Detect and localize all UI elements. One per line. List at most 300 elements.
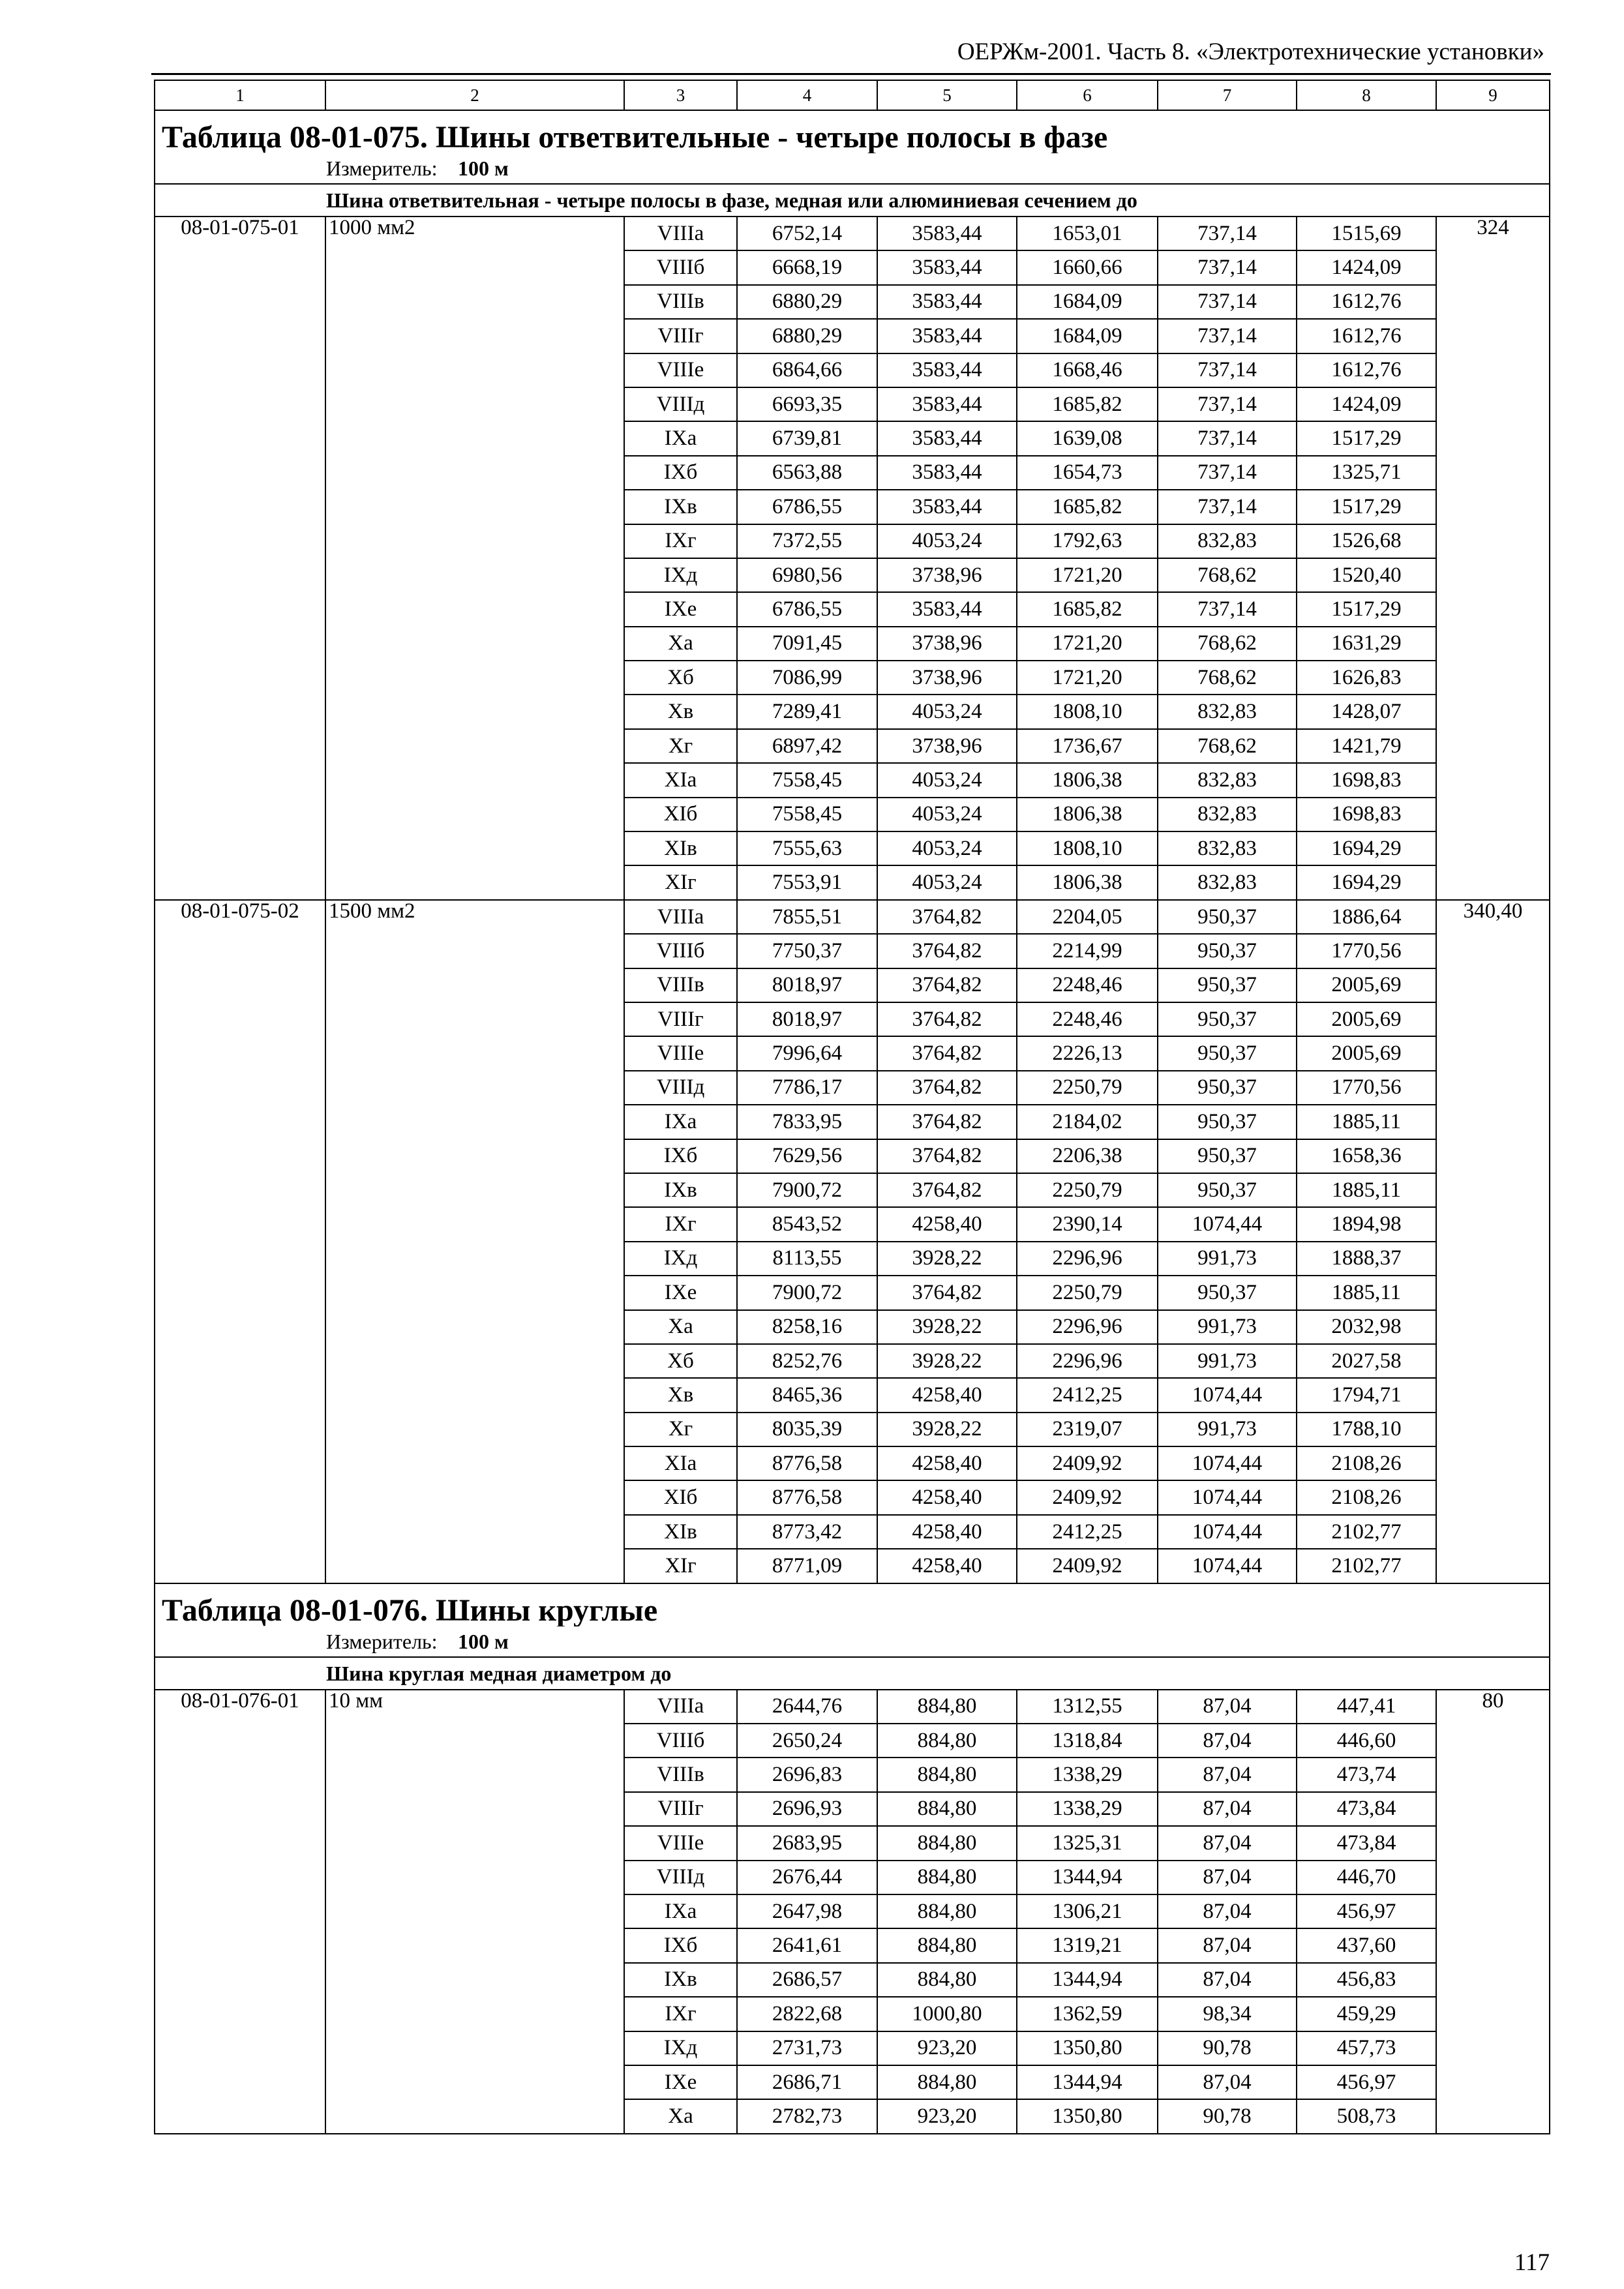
- value-cell: 950,37: [1158, 1036, 1297, 1070]
- zone-cell: VIIIг: [624, 319, 737, 353]
- value-cell: 1684,09: [1017, 285, 1158, 319]
- value-cell: 4053,24: [877, 524, 1017, 558]
- value-cell: 8543,52: [737, 1207, 877, 1241]
- value-cell: 1517,29: [1297, 490, 1436, 524]
- value-cell: 768,62: [1158, 729, 1297, 763]
- value-cell: 2696,83: [737, 1758, 877, 1791]
- zone-cell: VIIIб: [624, 250, 737, 284]
- value-cell: 3738,96: [877, 661, 1017, 695]
- column-number: 3: [624, 80, 737, 110]
- zone-cell: VIIIв: [624, 1758, 737, 1791]
- header-rule: [151, 73, 1551, 75]
- column-number: 6: [1017, 80, 1158, 110]
- zone-cell: IXг: [624, 524, 737, 558]
- value-cell: 737,14: [1158, 592, 1297, 626]
- value-cell: 884,80: [877, 1792, 1017, 1826]
- zone-cell: IXг: [624, 1997, 737, 2031]
- value-cell: 737,14: [1158, 421, 1297, 455]
- value-cell: 457,73: [1297, 2031, 1436, 2065]
- value-cell: 1792,63: [1017, 524, 1158, 558]
- value-cell: 1350,80: [1017, 2031, 1158, 2065]
- value-cell: 1668,46: [1017, 353, 1158, 387]
- value-cell: 2248,46: [1017, 968, 1158, 1002]
- zone-cell: VIIIа: [624, 900, 737, 934]
- value-cell: 87,04: [1158, 1963, 1297, 1997]
- value-cell: 1074,44: [1158, 1207, 1297, 1241]
- value-cell: 1886,64: [1297, 900, 1436, 934]
- value-cell: 3764,82: [877, 968, 1017, 1002]
- value-cell: 2108,26: [1297, 1480, 1436, 1514]
- measure-value: 100 м: [458, 157, 509, 180]
- zone-cell: IXв: [624, 1173, 737, 1207]
- value-cell: 446,70: [1297, 1861, 1436, 1894]
- column-number: 8: [1297, 80, 1436, 110]
- zone-cell: VIIIе: [624, 1826, 737, 1860]
- zone-cell: IXб: [624, 456, 737, 490]
- value-cell: 2226,13: [1017, 1036, 1158, 1070]
- value-cell: 2686,57: [737, 1963, 877, 1997]
- measure-cell: [155, 153, 1550, 184]
- zone-cell: Xб: [624, 661, 737, 695]
- value-cell: 7553,91: [737, 865, 877, 899]
- value-cell: 8035,39: [737, 1413, 877, 1446]
- zone-cell: Xа: [624, 2099, 737, 2133]
- value-cell: 1526,68: [1297, 524, 1436, 558]
- value-cell: 4258,40: [877, 1549, 1017, 1583]
- zone-cell: VIIIв: [624, 968, 737, 1002]
- value-cell: 950,37: [1158, 900, 1297, 934]
- value-cell: 3583,44: [877, 285, 1017, 319]
- value-cell: 1338,29: [1017, 1792, 1158, 1826]
- value-cell: 4258,40: [877, 1480, 1017, 1514]
- value-cell: 923,20: [877, 2031, 1017, 2065]
- zone-cell: VIIIд: [624, 1071, 737, 1105]
- value-cell: 950,37: [1158, 1276, 1297, 1309]
- value-cell: 1428,07: [1297, 695, 1436, 728]
- value-cell: 1631,29: [1297, 627, 1436, 661]
- value-cell: 2696,93: [737, 1792, 877, 1826]
- value-cell: 832,83: [1158, 695, 1297, 728]
- value-cell: 8465,36: [737, 1378, 877, 1412]
- table-title-row: [155, 1583, 1550, 1626]
- value-cell: 2409,92: [1017, 1446, 1158, 1480]
- zone-cell: IXб: [624, 1928, 737, 1962]
- value-cell: 4258,40: [877, 1446, 1017, 1480]
- zone-cell: IXв: [624, 1963, 737, 1997]
- measure-cell: [155, 1626, 1550, 1657]
- value-cell: 2683,95: [737, 1826, 877, 1860]
- zone-cell: IXд: [624, 558, 737, 592]
- value-cell: 2409,92: [1017, 1549, 1158, 1583]
- value-cell: 1808,10: [1017, 695, 1158, 728]
- value-cell: 3764,82: [877, 900, 1017, 934]
- value-cell: 3928,22: [877, 1242, 1017, 1276]
- zone-cell: XIб: [624, 798, 737, 831]
- value-cell: 6980,56: [737, 558, 877, 592]
- value-cell: 737,14: [1158, 285, 1297, 319]
- value-cell: 2296,96: [1017, 1344, 1158, 1378]
- value-cell: 3764,82: [877, 1002, 1017, 1036]
- value-cell: 7558,45: [737, 798, 877, 831]
- value-cell: 2319,07: [1017, 1413, 1158, 1446]
- value-cell: 3928,22: [877, 1310, 1017, 1344]
- value-cell: 3764,82: [877, 1036, 1017, 1070]
- zone-cell: XIб: [624, 1480, 737, 1514]
- value-cell: 950,37: [1158, 968, 1297, 1002]
- value-cell: 1074,44: [1158, 1446, 1297, 1480]
- value-cell: 7558,45: [737, 763, 877, 797]
- value-cell: 1612,76: [1297, 285, 1436, 319]
- table-row: [155, 217, 1550, 250]
- value-cell: 459,29: [1297, 1997, 1436, 2031]
- value-cell: 2250,79: [1017, 1173, 1158, 1207]
- zone-cell: IXа: [624, 421, 737, 455]
- value-cell: 3764,82: [877, 1173, 1017, 1207]
- value-cell: 8771,09: [737, 1549, 877, 1583]
- value-cell: 1660,66: [1017, 250, 1158, 284]
- zone-cell: VIIIб: [624, 934, 737, 968]
- value-cell: 884,80: [877, 1894, 1017, 1928]
- value-cell: 6897,42: [737, 729, 877, 763]
- value-cell: 7629,56: [737, 1139, 877, 1173]
- value-cell: 1318,84: [1017, 1724, 1158, 1758]
- value-cell: 1612,76: [1297, 353, 1436, 387]
- value-cell: 2644,76: [737, 1690, 877, 1724]
- value-cell: 7091,45: [737, 627, 877, 661]
- value-cell: 7855,51: [737, 900, 877, 934]
- value-cell: 1517,29: [1297, 592, 1436, 626]
- value-cell: 2296,96: [1017, 1310, 1158, 1344]
- item-name: 1000 мм2: [325, 217, 624, 900]
- zone-cell: IXе: [624, 1276, 737, 1309]
- measure-value: 100 м: [458, 1629, 509, 1653]
- item-name: 10 мм: [325, 1690, 624, 2134]
- value-cell: 1000,80: [877, 1997, 1017, 2031]
- value-cell: 950,37: [1158, 934, 1297, 968]
- value-cell: 3583,44: [877, 250, 1017, 284]
- value-cell: 1770,56: [1297, 934, 1436, 968]
- column-number: 5: [877, 80, 1017, 110]
- value-cell: 884,80: [877, 1826, 1017, 1860]
- zone-cell: Xа: [624, 627, 737, 661]
- item-col9: 324: [1436, 217, 1550, 900]
- zone-cell: VIIIе: [624, 353, 737, 387]
- table-title: Таблица 08-01-075. Шины ответвительные - четыре полосы в фазе: [155, 110, 1550, 153]
- price-table: [154, 80, 1550, 2134]
- measure-label: Измеритель:: [326, 1629, 438, 1653]
- value-cell: 991,73: [1158, 1310, 1297, 1344]
- value-cell: 1424,09: [1297, 387, 1436, 421]
- value-cell: 6739,81: [737, 421, 877, 455]
- column-number: 2: [325, 80, 624, 110]
- zone-cell: XIв: [624, 1515, 737, 1549]
- column-number: 7: [1158, 80, 1297, 110]
- value-cell: 8252,76: [737, 1344, 877, 1378]
- value-cell: 7086,99: [737, 661, 877, 695]
- value-cell: 1694,29: [1297, 865, 1436, 899]
- value-cell: 1074,44: [1158, 1378, 1297, 1412]
- value-cell: 6880,29: [737, 285, 877, 319]
- value-cell: 1806,38: [1017, 763, 1158, 797]
- value-cell: 737,14: [1158, 387, 1297, 421]
- item-col9: 340,40: [1436, 900, 1550, 1583]
- zone-cell: Xб: [624, 1344, 737, 1378]
- value-cell: 1885,11: [1297, 1173, 1436, 1207]
- value-cell: 1694,29: [1297, 831, 1436, 865]
- value-cell: 87,04: [1158, 1792, 1297, 1826]
- zone-cell: VIIIа: [624, 217, 737, 250]
- zone-cell: XIг: [624, 865, 737, 899]
- value-cell: 7372,55: [737, 524, 877, 558]
- value-cell: 1658,36: [1297, 1139, 1436, 1173]
- value-cell: 1684,09: [1017, 319, 1158, 353]
- item-name: 1500 мм2: [325, 900, 624, 1583]
- column-number: 1: [155, 80, 325, 110]
- zone-cell: IXд: [624, 1242, 737, 1276]
- value-cell: 884,80: [877, 2065, 1017, 2099]
- value-cell: 1517,29: [1297, 421, 1436, 455]
- value-cell: 473,84: [1297, 1792, 1436, 1826]
- value-cell: 832,83: [1158, 524, 1297, 558]
- value-cell: 991,73: [1158, 1242, 1297, 1276]
- value-cell: 1338,29: [1017, 1758, 1158, 1791]
- description: Шина круглая медная диаметром до: [155, 1657, 1550, 1690]
- value-cell: 2250,79: [1017, 1276, 1158, 1309]
- value-cell: 1698,83: [1297, 798, 1436, 831]
- value-cell: 884,80: [877, 1758, 1017, 1791]
- value-cell: 737,14: [1158, 456, 1297, 490]
- zone-cell: IXа: [624, 1105, 737, 1139]
- value-cell: 884,80: [877, 1928, 1017, 1962]
- value-cell: 6786,55: [737, 592, 877, 626]
- zone-cell: VIIIа: [624, 1690, 737, 1724]
- value-cell: 2650,24: [737, 1724, 877, 1758]
- value-cell: 2412,25: [1017, 1515, 1158, 1549]
- value-cell: 6668,19: [737, 250, 877, 284]
- value-cell: 2296,96: [1017, 1242, 1158, 1276]
- value-cell: 473,84: [1297, 1826, 1436, 1860]
- value-cell: 3583,44: [877, 490, 1017, 524]
- value-cell: 1770,56: [1297, 1071, 1436, 1105]
- value-cell: 832,83: [1158, 865, 1297, 899]
- value-cell: 832,83: [1158, 798, 1297, 831]
- zone-cell: VIIIг: [624, 1792, 737, 1826]
- value-cell: 87,04: [1158, 2065, 1297, 2099]
- value-cell: 737,14: [1158, 490, 1297, 524]
- value-cell: 737,14: [1158, 217, 1297, 250]
- value-cell: 87,04: [1158, 1826, 1297, 1860]
- value-cell: 7900,72: [737, 1276, 877, 1309]
- description: Шина ответвительная - четыре полосы в фазе, медная или алюминиевая сечением до: [155, 184, 1550, 217]
- value-cell: 2248,46: [1017, 1002, 1158, 1036]
- value-cell: 3583,44: [877, 592, 1017, 626]
- value-cell: 4053,24: [877, 763, 1017, 797]
- measure-row: [155, 153, 1550, 184]
- value-cell: 1344,94: [1017, 1861, 1158, 1894]
- zone-cell: XIг: [624, 1549, 737, 1583]
- value-cell: 8018,97: [737, 968, 877, 1002]
- value-cell: 2250,79: [1017, 1071, 1158, 1105]
- zone-cell: XIа: [624, 763, 737, 797]
- value-cell: 7555,63: [737, 831, 877, 865]
- value-cell: 3583,44: [877, 319, 1017, 353]
- value-cell: 3738,96: [877, 729, 1017, 763]
- value-cell: 2214,99: [1017, 934, 1158, 968]
- value-cell: 768,62: [1158, 558, 1297, 592]
- value-cell: 4053,24: [877, 831, 1017, 865]
- value-cell: 737,14: [1158, 250, 1297, 284]
- value-cell: 1685,82: [1017, 592, 1158, 626]
- zone-cell: Xа: [624, 1310, 737, 1344]
- value-cell: 768,62: [1158, 661, 1297, 695]
- value-cell: 4053,24: [877, 798, 1017, 831]
- value-cell: 447,41: [1297, 1690, 1436, 1724]
- value-cell: 1350,80: [1017, 2099, 1158, 2133]
- value-cell: 950,37: [1158, 1002, 1297, 1036]
- value-cell: 473,74: [1297, 1758, 1436, 1791]
- value-cell: 1653,01: [1017, 217, 1158, 250]
- value-cell: 8776,58: [737, 1480, 877, 1514]
- table-title-row: [155, 110, 1550, 153]
- value-cell: 1885,11: [1297, 1105, 1436, 1139]
- value-cell: 2676,44: [737, 1861, 877, 1894]
- value-cell: 2102,77: [1297, 1549, 1436, 1583]
- value-cell: 1312,55: [1017, 1690, 1158, 1724]
- value-cell: 1421,79: [1297, 729, 1436, 763]
- value-cell: 6752,14: [737, 217, 877, 250]
- value-cell: 1721,20: [1017, 627, 1158, 661]
- value-cell: 3928,22: [877, 1344, 1017, 1378]
- value-cell: 991,73: [1158, 1413, 1297, 1446]
- value-cell: 1698,83: [1297, 763, 1436, 797]
- value-cell: 7750,37: [737, 934, 877, 968]
- value-cell: 3583,44: [877, 217, 1017, 250]
- value-cell: 737,14: [1158, 353, 1297, 387]
- value-cell: 884,80: [877, 1724, 1017, 1758]
- value-cell: 456,97: [1297, 2065, 1436, 2099]
- value-cell: 3764,82: [877, 1105, 1017, 1139]
- value-cell: 1362,59: [1017, 1997, 1158, 2031]
- value-cell: 1888,37: [1297, 1242, 1436, 1276]
- value-cell: 6880,29: [737, 319, 877, 353]
- zone-cell: VIIIг: [624, 1002, 737, 1036]
- value-cell: 2412,25: [1017, 1378, 1158, 1412]
- zone-cell: Xв: [624, 695, 737, 728]
- zone-cell: Xв: [624, 1378, 737, 1412]
- table-row: [155, 1690, 1550, 1724]
- value-cell: 2032,98: [1297, 1310, 1436, 1344]
- value-cell: 508,73: [1297, 2099, 1436, 2133]
- value-cell: 1306,21: [1017, 1894, 1158, 1928]
- value-cell: 2782,73: [737, 2099, 877, 2133]
- value-cell: 6563,88: [737, 456, 877, 490]
- measure-row: [155, 1626, 1550, 1657]
- value-cell: 2686,71: [737, 2065, 877, 2099]
- value-cell: 1894,98: [1297, 1207, 1436, 1241]
- value-cell: 2390,14: [1017, 1207, 1158, 1241]
- zone-cell: IXе: [624, 592, 737, 626]
- value-cell: 98,34: [1158, 1997, 1297, 2031]
- value-cell: 87,04: [1158, 1690, 1297, 1724]
- value-cell: 884,80: [877, 1861, 1017, 1894]
- value-cell: 1721,20: [1017, 661, 1158, 695]
- value-cell: 90,78: [1158, 2099, 1297, 2133]
- value-cell: 2204,05: [1017, 900, 1158, 934]
- table-row: [155, 900, 1550, 934]
- value-cell: 4258,40: [877, 1515, 1017, 1549]
- value-cell: 1654,73: [1017, 456, 1158, 490]
- value-cell: 1074,44: [1158, 1549, 1297, 1583]
- value-cell: 3583,44: [877, 353, 1017, 387]
- description-row: [155, 1657, 1550, 1690]
- value-cell: 8773,42: [737, 1515, 877, 1549]
- value-cell: 1721,20: [1017, 558, 1158, 592]
- value-cell: 1424,09: [1297, 250, 1436, 284]
- value-cell: 437,60: [1297, 1928, 1436, 1962]
- value-cell: 2206,38: [1017, 1139, 1158, 1173]
- value-cell: 8258,16: [737, 1310, 877, 1344]
- value-cell: 1806,38: [1017, 798, 1158, 831]
- value-cell: 2822,68: [737, 1997, 877, 2031]
- value-cell: 7900,72: [737, 1173, 877, 1207]
- zone-cell: XIа: [624, 1446, 737, 1480]
- value-cell: 768,62: [1158, 627, 1297, 661]
- value-cell: 884,80: [877, 1963, 1017, 1997]
- value-cell: 2409,92: [1017, 1480, 1158, 1514]
- zone-cell: VIIIб: [624, 1724, 737, 1758]
- value-cell: 1794,71: [1297, 1378, 1436, 1412]
- value-cell: 1074,44: [1158, 1480, 1297, 1514]
- value-cell: 8113,55: [737, 1242, 877, 1276]
- value-cell: 87,04: [1158, 1861, 1297, 1894]
- item-code: 08-01-076-01: [155, 1690, 325, 2134]
- item-col9: 80: [1436, 1690, 1550, 2134]
- value-cell: 950,37: [1158, 1173, 1297, 1207]
- value-cell: 2731,73: [737, 2031, 877, 2065]
- zone-cell: IXв: [624, 490, 737, 524]
- value-cell: 3583,44: [877, 387, 1017, 421]
- value-cell: 1344,94: [1017, 1963, 1158, 1997]
- zone-cell: Xг: [624, 729, 737, 763]
- value-cell: 2647,98: [737, 1894, 877, 1928]
- zone-cell: IXа: [624, 1894, 737, 1928]
- value-cell: 3583,44: [877, 421, 1017, 455]
- value-cell: 1788,10: [1297, 1413, 1436, 1446]
- value-cell: 87,04: [1158, 1758, 1297, 1791]
- value-cell: 1639,08: [1017, 421, 1158, 455]
- zone-cell: VIIIд: [624, 1861, 737, 1894]
- value-cell: 7289,41: [737, 695, 877, 728]
- column-number: 9: [1436, 80, 1550, 110]
- value-cell: 90,78: [1158, 2031, 1297, 2065]
- item-code: 08-01-075-02: [155, 900, 325, 1583]
- value-cell: 1736,67: [1017, 729, 1158, 763]
- zone-cell: IXе: [624, 2065, 737, 2099]
- value-cell: 1325,71: [1297, 456, 1436, 490]
- table-body: [155, 80, 1550, 2134]
- value-cell: 3738,96: [877, 627, 1017, 661]
- value-cell: 2108,26: [1297, 1446, 1436, 1480]
- value-cell: 3764,82: [877, 1276, 1017, 1309]
- value-cell: 4258,40: [877, 1207, 1017, 1241]
- value-cell: 87,04: [1158, 1928, 1297, 1962]
- value-cell: 2102,77: [1297, 1515, 1436, 1549]
- value-cell: 2005,69: [1297, 968, 1436, 1002]
- value-cell: 456,97: [1297, 1894, 1436, 1928]
- value-cell: 2641,61: [737, 1928, 877, 1962]
- value-cell: 1520,40: [1297, 558, 1436, 592]
- value-cell: 1685,82: [1017, 490, 1158, 524]
